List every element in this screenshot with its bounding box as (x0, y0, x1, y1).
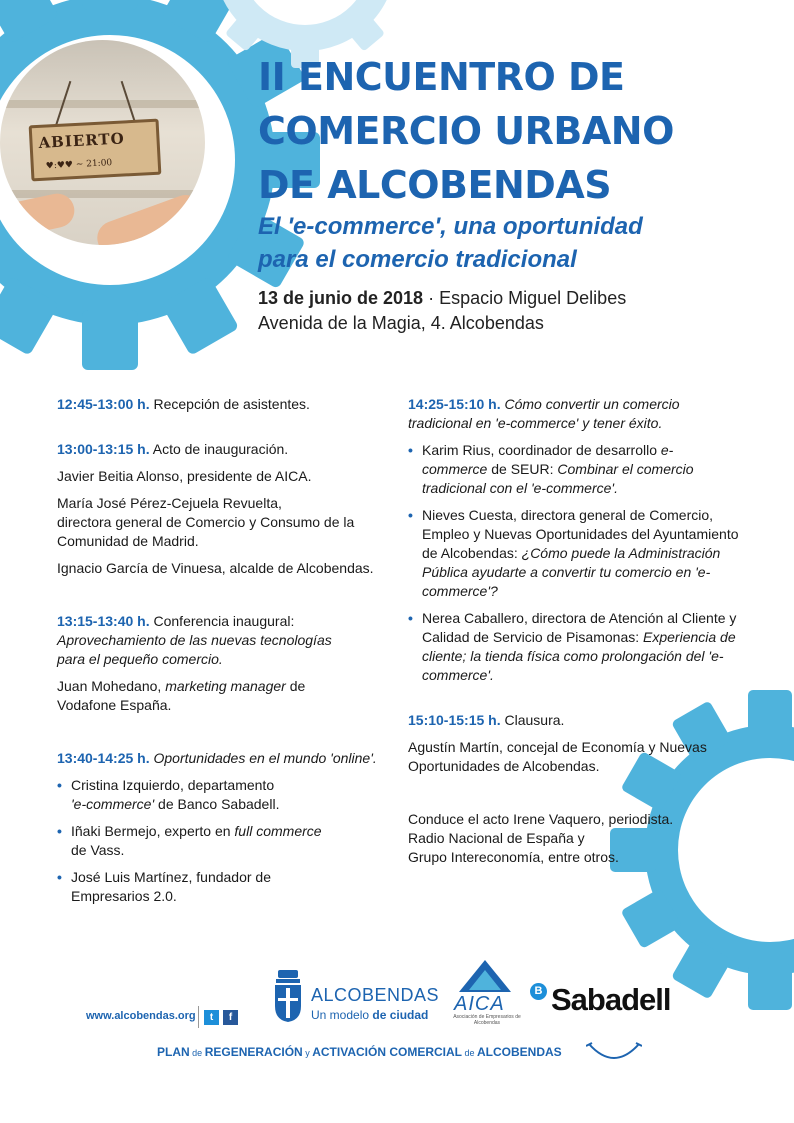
event-date: 13 de junio de 2018 (258, 288, 424, 308)
plan-regeneracion-tagline: PLAN de REGENERACIÓN y ACTIVACIÓN COMERCIAL de ALCOBENDAS (157, 1045, 562, 1059)
list-item: • Iñaki Bermejo, experto en full commerce de Vass. (57, 822, 357, 860)
aica-logo-subtitle: Asociación de Empresarios de Alcobendas (453, 1014, 521, 1026)
website-link[interactable]: www.alcobendas.org (86, 1010, 196, 1022)
program-host: Conduce el acto Irene Vaquero, periodista. Radio Nacional de España y Grupo Intereconomía, entre otros. (408, 811, 674, 865)
list-item: • Nerea Caballero, directora de Atención al Cliente y Calidad de Servicio de Pisamonas: Experiencia de cliente; la tienda física como prolongación del 'e-commerce'. (408, 609, 738, 685)
aica-logo-icon (455, 958, 515, 994)
open-sign-text: ABIERTO (38, 129, 126, 152)
event-address: Avenida de la Magia, 4. Alcobendas (258, 313, 544, 333)
program-item: 15:10-15:15 h. Clausura. Agustín Martín, concejal de Economía y Nuevas Oportunidades de Alcobendas. (408, 712, 707, 774)
event-date-venue: 13 de junio de 2018 · Espacio Miguel Delibes Avenida de la Magia, 4. Alcobendas (258, 286, 626, 336)
alcobendas-logo-name: ALCOBENDAS (311, 985, 440, 1005)
sabadell-logo-name: Sabadell (551, 982, 671, 1017)
smile-arc-icon (586, 1040, 642, 1066)
sabadell-logo-icon: B (530, 983, 547, 1000)
shop-sign-photo (0, 40, 205, 245)
open-sign-hours: ♥:♥♥ ~ 21:00 (45, 158, 113, 172)
program-item: 12:45-13:00 h. Recepción de asistentes. (57, 396, 310, 412)
event-venue: Espacio Miguel Delibes (439, 288, 627, 308)
footer-divider (198, 1006, 199, 1028)
twitter-icon[interactable]: t (204, 1010, 219, 1025)
alcobendas-crest-icon (273, 968, 303, 1023)
event-title: II ENCUENTRO DE COMERCIO URBANO DE ALCOBENDAS (258, 55, 674, 207)
list-item: • Nieves Cuesta, directora general de Comercio, Empleo y Nuevas Oportunidades del Ayuntamiento de Alcobendas: ¿Cómo puede la Administración Pública ayudarte a convertir tu comercio en 'e-commerce'? (408, 506, 746, 601)
program-item: 13:00-13:15 h. Acto de inauguración. Javier Beitia Alonso, presidente de AICA. María José Pérez-Cejuela Revuelta, directora general de Comercio y Consumo de la Comunidad de Madrid. Ignacio García de Vinuesa, alcalde de Alcobendas. (57, 441, 374, 576)
program-right-column (408, 395, 753, 893)
facebook-icon[interactable]: f (223, 1010, 238, 1025)
list-item: • Karim Rius, coordinador de desarrollo e-commerce de SEUR: Combinar el comercio tradicional con el 'e-commerce'. (408, 441, 738, 498)
program-left-column (57, 395, 397, 932)
alcobendas-tagline: Un modelo de ciudad (311, 1008, 429, 1022)
list-item: • Cristina Izquierdo, departamento 'e-commerce' de Banco Sabadell. (57, 776, 317, 814)
open-sign (29, 119, 162, 182)
list-item: • José Luis Martínez, fundador de Empresarios 2.0. (57, 868, 302, 906)
program-item: 13:15-13:40 h. Conferencia inaugural: Aprovechamiento de las nuevas tecnologías para el pequeño comercio. Juan Mohedano, marketing manager de Vodafone España. (57, 613, 332, 713)
event-subtitle: El 'e-commerce', una oportunidad para el comercio tradicional (258, 213, 643, 273)
aica-logo-name: AICA (454, 993, 505, 1015)
program-item: 13:40-14:25 h. Oportunidades en el mundo 'online'. • Cristina Izquierdo, departamento 'e-commerce' de Banco Sabadell. • Iñaki Bermejo, experto en full commerce de Vass. • José Luis Martínez, fundador de Empresarios 2.0. (57, 749, 397, 906)
program-item: 14:25-15:10 h. Cómo convertir un comercio tradicional en 'e-commerce' y tener éxito. • Karim Rius, coordinador de desarrollo e-commerce de SEUR: Combinar el comercio tradicional con el 'e-commerce'. • Nieves Cuesta, directora general de Comercio, Empleo y Nuevas Oportunidades del Ayuntamiento de Alcobendas: ¿Cómo puede la Administración Pública ayudarte a convertir tu comercio en 'e-commerce'? • Nerea Caballero, directora de Atención al Cliente y Calidad de Servicio de Pisamonas: Experiencia de cliente; la tienda física como prolongación del 'e-commerce'. (408, 395, 753, 685)
